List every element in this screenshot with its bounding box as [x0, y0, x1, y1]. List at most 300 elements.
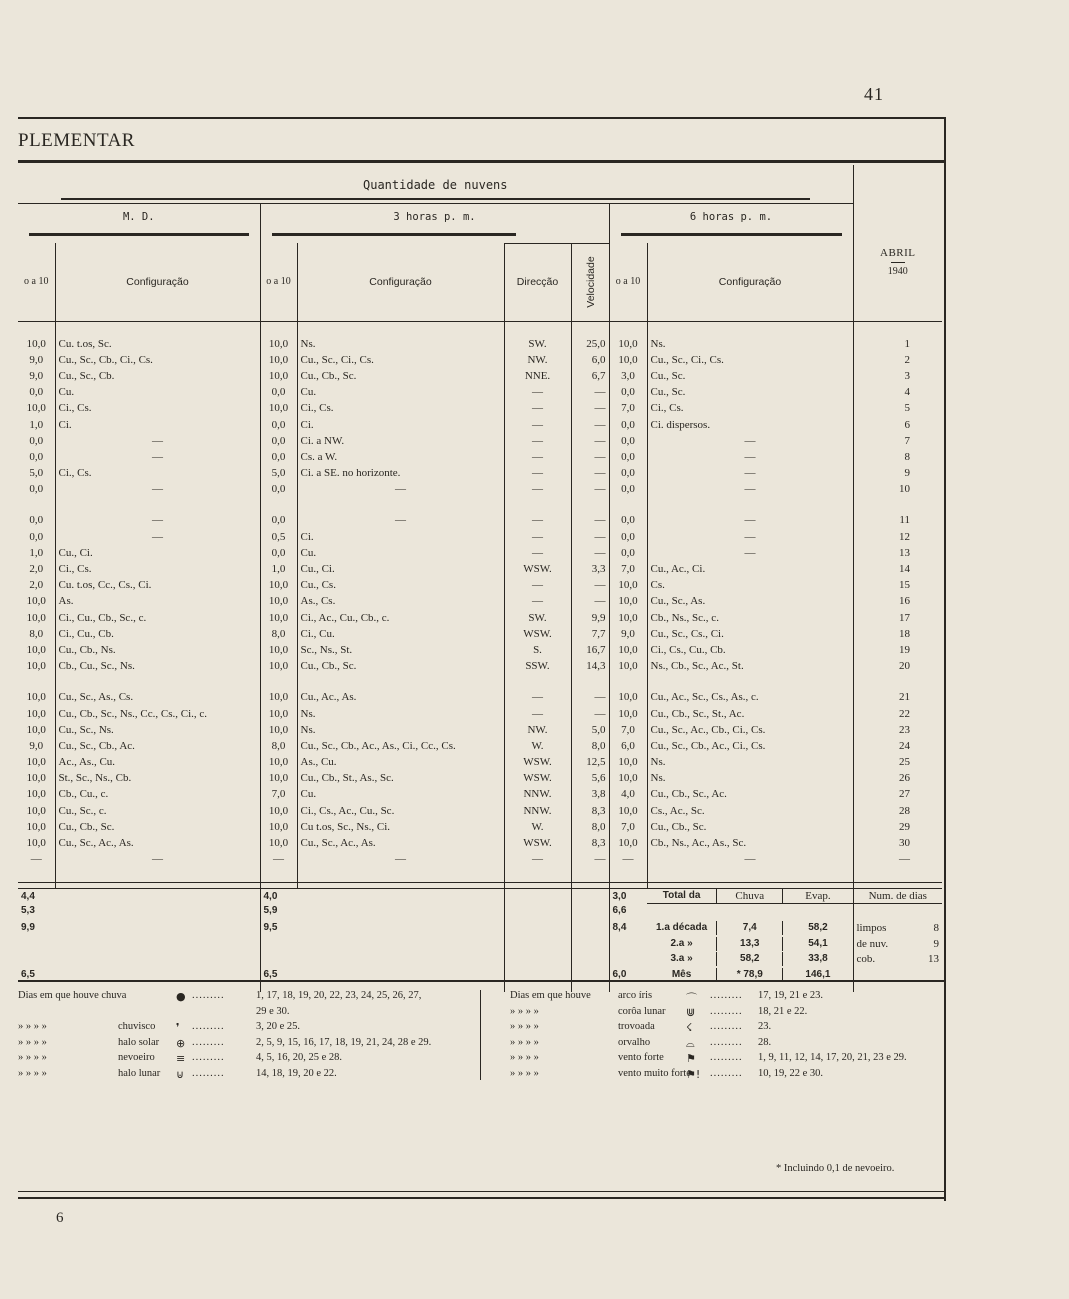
note-values: 2, 5, 9, 15, 16, 17, 18, 19, 21, 24, 28 e 29.: [256, 1036, 432, 1048]
md-config: Cu.: [55, 385, 260, 401]
h6-value: 0,0: [609, 433, 647, 449]
h3-config: —: [297, 482, 504, 498]
note-values: 17, 19, 21 e 23.: [758, 990, 824, 1001]
h3-config: Cu., Ac., As.: [297, 690, 504, 706]
md-value: 10,0: [18, 690, 55, 706]
note-prefix: » » » »: [510, 1005, 539, 1017]
leader-dots: .........: [192, 1036, 225, 1048]
direction: NW.: [504, 352, 571, 368]
decada-chuva: 7,4: [716, 921, 782, 935]
table-body: [18, 321, 942, 883]
h3-value: 8,0: [260, 738, 297, 754]
direction: W.: [504, 819, 571, 835]
h3-value: 10,0: [260, 819, 297, 835]
frame-heading-rule: [18, 160, 944, 163]
note-values: 28.: [758, 1036, 772, 1048]
h3-value: 10,0: [260, 690, 297, 706]
h3-config: Ns.: [297, 336, 504, 352]
h3-value: 10,0: [260, 755, 297, 771]
day: 13: [899, 546, 910, 559]
h6-value: 10,0: [609, 755, 647, 771]
table-row: [18, 787, 942, 803]
day: 12: [899, 530, 910, 543]
note-label: nevoeiro: [118, 1052, 155, 1063]
note-label: vento muito forte: [618, 1067, 691, 1079]
h3-value: 10,0: [260, 642, 297, 658]
speed: —: [571, 594, 609, 610]
h6-value: 0,0: [609, 513, 647, 529]
chuva-label: Chuva: [716, 889, 782, 903]
note-row: [18, 1021, 468, 1037]
md-config: Cu. t.os, Sc.: [55, 336, 260, 352]
h6-config: Cu., Sc., Ci., Cs.: [647, 352, 853, 368]
h3-brace: [272, 223, 516, 236]
note-values: 29 e 30.: [256, 1005, 290, 1017]
page-number: 41: [864, 84, 884, 104]
direction: —: [504, 449, 571, 465]
direction: WSW.: [504, 626, 571, 642]
h6-value: 9,0: [609, 626, 647, 642]
day: 24: [899, 739, 910, 752]
h3-config: Cu., Cb., Sc.: [297, 659, 504, 675]
leader-dots: .........: [710, 1052, 743, 1063]
dias-value: 8: [933, 921, 939, 934]
md-config: Ci., Cu., Cb.: [55, 626, 260, 642]
h6-config: Ns.: [647, 755, 853, 771]
evap-label: Evap.: [782, 889, 852, 903]
md-config: Ci., Cu., Cb., Sc., c.: [55, 610, 260, 626]
speed: 8,0: [571, 819, 609, 835]
h3-value: 0,0: [260, 482, 297, 498]
speed: —: [571, 466, 609, 482]
table-row: [18, 449, 942, 465]
md-config: —: [55, 513, 260, 529]
speed: 8,3: [571, 803, 609, 819]
day: 23: [899, 723, 910, 736]
speed: 3,8: [571, 787, 609, 803]
direction: —: [504, 482, 571, 498]
day: 5: [904, 402, 910, 415]
h6-value: 0,0: [609, 466, 647, 482]
day: 29: [899, 820, 910, 833]
h6-value: 10,0: [609, 771, 647, 787]
table-row: [18, 852, 942, 868]
sum-md: 6,5: [21, 969, 35, 981]
h6-value: 10,0: [609, 610, 647, 626]
quantidade-header: [18, 165, 853, 203]
h3-scale-header: o a 10: [260, 243, 297, 321]
row-gap: [18, 498, 942, 513]
h3-config: Cu.: [297, 385, 504, 401]
h6-value: 0,0: [609, 529, 647, 545]
direction: —: [504, 706, 571, 722]
h3-value: 0,0: [260, 449, 297, 465]
total-label: Total da: [662, 890, 701, 902]
table-row: [18, 417, 942, 433]
md-value: 0,0: [18, 482, 55, 498]
h3-value: 10,0: [260, 835, 297, 851]
direction: —: [504, 594, 571, 610]
table-row: [18, 706, 942, 722]
note-prefix: » » » »: [510, 1067, 539, 1079]
direction: —: [504, 852, 571, 868]
speed: 9,9: [571, 610, 609, 626]
table-row: [18, 513, 942, 529]
md-value: 0,0: [18, 385, 55, 401]
direction: —: [504, 578, 571, 594]
h6-config: Cu., Ac., Ci.: [647, 561, 853, 577]
h6-config: Ns., Cb., Sc., Ac., St.: [647, 659, 853, 675]
direction: —: [504, 690, 571, 706]
note-values: 1, 17, 18, 19, 20, 22, 23, 24, 25, 26, 27,: [256, 990, 422, 1001]
sum-h6: 6,0: [612, 969, 627, 981]
day: 1: [904, 337, 910, 350]
md-value: 0,0: [18, 433, 55, 449]
speed: —: [571, 385, 609, 401]
table-row: [18, 385, 942, 401]
h6-config: Cu., Sc., Cs., Ci.: [647, 626, 853, 642]
table-row: [18, 401, 942, 417]
h3-config: Ci., Ac., Cu., Cb., c.: [297, 610, 504, 626]
day: 2: [904, 353, 910, 366]
h3-config: Cu., Sc., Ac., As.: [297, 835, 504, 851]
note-row: [510, 990, 940, 1006]
h6-config: Ci., Cs.: [647, 401, 853, 417]
footer-page-number: 6: [56, 1210, 64, 1226]
h3-config: —: [297, 513, 504, 529]
speed: —: [571, 417, 609, 433]
num-dias-label: Num. de dias: [868, 890, 927, 903]
sum-h6: 6,6: [612, 905, 627, 917]
frame-bottom-line: [18, 1191, 944, 1192]
h6-value: 10,0: [609, 594, 647, 610]
day: 16: [899, 595, 910, 608]
h3-config: Sc., Ns., St.: [297, 642, 504, 658]
h3-value: 0,0: [260, 385, 297, 401]
table-row: [18, 545, 942, 561]
decada-evap: 146,1: [782, 968, 852, 982]
speed: —: [571, 513, 609, 529]
h3-value: 10,0: [260, 368, 297, 384]
md-value: 2,0: [18, 578, 55, 594]
h3-config: Ns.: [297, 722, 504, 738]
h3-value: 10,0: [260, 771, 297, 787]
direction: —: [504, 513, 571, 529]
h3-value: 7,0: [260, 787, 297, 803]
h3-config: Cu., Ci.: [297, 561, 504, 577]
direction: WSW.: [504, 835, 571, 851]
note-values: 18, 21 e 22.: [758, 1005, 808, 1017]
direction: —: [504, 417, 571, 433]
cloud-table: [18, 165, 942, 992]
sum-md: 9,9: [21, 921, 35, 933]
quantidade-label: Quantidade de nuvens: [363, 177, 508, 192]
h3-value: 10,0: [260, 610, 297, 626]
h6-config: —: [647, 449, 853, 465]
day: 26: [899, 772, 910, 785]
row-gap: [18, 868, 942, 883]
summary-row: [18, 937, 942, 952]
h6-config: —: [647, 513, 853, 529]
md-config: St., Sc., Ns., Cb.: [55, 771, 260, 787]
day: 27: [899, 788, 910, 801]
md-value: 10,0: [18, 835, 55, 851]
h6-config: Cu., Sc., Cb., Ac., Ci., Cs.: [647, 738, 853, 754]
note-prefix: » » » »: [18, 1052, 47, 1063]
row-gap: [18, 675, 942, 690]
note-row: [18, 1006, 468, 1022]
direction: —: [504, 385, 571, 401]
note-label: orvalho: [618, 1036, 651, 1048]
h3-config: As., Cs.: [297, 594, 504, 610]
h3-config: Cu., Sc., Ci., Cs.: [297, 352, 504, 368]
decada-chuva: 58,2: [716, 952, 782, 966]
h3-value: 0,5: [260, 529, 297, 545]
direction: —: [504, 545, 571, 561]
sum-h3: 6,5: [263, 969, 278, 981]
speed: —: [571, 401, 609, 417]
velocidade-label: Velocidade: [584, 256, 597, 308]
md-config-header: Configuração: [55, 243, 260, 321]
note-values: 1, 9, 11, 12, 14, 17, 20, 21, 23 e 29.: [758, 1052, 907, 1063]
speed: 6,7: [571, 368, 609, 384]
h3-config: Cu., Cb., Sc.: [297, 368, 504, 384]
day: 19: [899, 643, 910, 656]
md-config: Cu., Sc., c.: [55, 803, 260, 819]
h3-value: 0,0: [260, 513, 297, 529]
decada-chuva: 13,3: [716, 937, 782, 951]
note-row: [18, 1037, 468, 1053]
h3-config: Ci., Cu.: [297, 626, 504, 642]
h6-config: Ci. dispersos.: [647, 417, 853, 433]
h3-config: Ci., Cs.: [297, 401, 504, 417]
day: 21: [899, 691, 910, 704]
h6-value: 10,0: [609, 835, 647, 851]
direction: —: [504, 466, 571, 482]
note-row: [510, 1021, 940, 1037]
note-row: [510, 1037, 940, 1053]
table-row: [18, 642, 942, 658]
direction: WSW.: [504, 755, 571, 771]
direccao-header: Direcção: [504, 243, 571, 321]
h6-value: 10,0: [609, 659, 647, 675]
md-config: Cu., Cb., Sc.: [55, 819, 260, 835]
md-value: 9,0: [18, 738, 55, 754]
note-label: corôa lunar: [618, 1005, 666, 1017]
note-row: [18, 990, 468, 1006]
h6-config: —: [647, 545, 853, 561]
direction: NNE.: [504, 368, 571, 384]
h6-config: Cs., Ac., Sc.: [647, 803, 853, 819]
md-value: 10,0: [18, 771, 55, 787]
dias-cell: [853, 919, 942, 937]
h6-value: 0,0: [609, 417, 647, 433]
summary-row: [18, 889, 942, 904]
md-value: 10,0: [18, 803, 55, 819]
h3-config: Ci. a SE. no horizonte.: [297, 466, 504, 482]
h3-config: Cu.: [297, 787, 504, 803]
md-config: Ci., Cs.: [55, 466, 260, 482]
speed: 16,7: [571, 642, 609, 658]
table-row: [18, 738, 942, 754]
h6-config: —: [647, 466, 853, 482]
leader-dots: .........: [192, 1052, 225, 1063]
day: 14: [899, 563, 910, 576]
h3-value: 1,0: [260, 561, 297, 577]
h6-value: 7,0: [609, 722, 647, 738]
quantidade-brace: [61, 192, 810, 200]
h6-value: 7,0: [609, 561, 647, 577]
h6-value: —: [609, 852, 647, 868]
table-row: [18, 433, 942, 449]
note-prefix: Dias em que houve: [510, 990, 591, 1001]
sum-md: 5,3: [21, 905, 35, 917]
md-value: 10,0: [18, 706, 55, 722]
md-config: Cu., Sc., Cb., Ci., Cs.: [55, 352, 260, 368]
md-value: 10,0: [18, 594, 55, 610]
h3-value: 0,0: [260, 545, 297, 561]
table-row: [18, 659, 942, 675]
h6-config: Cu., Sc., As.: [647, 594, 853, 610]
decada-cell: [647, 937, 853, 952]
decada-evap: 33,8: [782, 952, 852, 966]
note-label: chuvisco: [118, 1021, 156, 1032]
h6-config: —: [647, 433, 853, 449]
h6-config: Cu., Sc.: [647, 368, 853, 384]
h3-value: 10,0: [260, 803, 297, 819]
weather-symbol-icon: ⋓: [686, 1005, 696, 1019]
decada-cell: [647, 919, 853, 937]
md-config: Ci.: [55, 417, 260, 433]
month-header: [853, 165, 942, 321]
year-label: 1940: [887, 265, 908, 277]
direction: S.: [504, 642, 571, 658]
h3-config: Ci., Cs., Ac., Cu., Sc.: [297, 803, 504, 819]
h6-value: 0,0: [609, 482, 647, 498]
day: 11: [899, 514, 910, 527]
note-prefix: » » » »: [18, 1021, 47, 1032]
md-config: Cb., Cu., Sc., Ns.: [55, 659, 260, 675]
md-config: Cu., Ci.: [55, 545, 260, 561]
note-label: trovoada: [618, 1021, 655, 1032]
speed: 7,7: [571, 626, 609, 642]
table-header: [18, 165, 942, 321]
h3-config: Ci. a NW.: [297, 433, 504, 449]
direction: SW.: [504, 610, 571, 626]
sum-md: 4,4: [21, 890, 35, 902]
dias-label: cob.: [856, 953, 876, 966]
day: 6: [904, 418, 910, 431]
decada-chuva: * 78,9: [716, 968, 782, 982]
dias-value: 9: [933, 938, 939, 951]
h6-config: Cu., Cb., Sc., St., Ac.: [647, 706, 853, 722]
notes-left: [18, 990, 468, 1083]
decada-evap: 54,1: [782, 937, 852, 951]
decada-label: 3.a »: [670, 953, 693, 965]
h6-config: Cu., Cb., Sc., Ac.: [647, 787, 853, 803]
day: 7: [904, 434, 910, 447]
leader-dots: .........: [710, 1021, 743, 1032]
notes-divider: [480, 990, 481, 1080]
cloud-table-wrap: [18, 165, 942, 992]
h3-value: 10,0: [260, 659, 297, 675]
decada-label: Mês: [671, 969, 692, 981]
h6-value: 3,0: [609, 368, 647, 384]
speed: 14,3: [571, 659, 609, 675]
frame-bottom-line-2: [18, 1197, 946, 1199]
note-values: 4, 5, 16, 20, 25 e 28.: [256, 1052, 343, 1063]
weather-symbol-icon: ⚑: [686, 1052, 696, 1065]
direction: NW.: [504, 722, 571, 738]
day: 8: [904, 450, 910, 463]
md-config: Cu., Sc., Cb.: [55, 368, 260, 384]
direction: WSW.: [504, 561, 571, 577]
table-row: [18, 466, 942, 482]
md-label: M. D.: [122, 210, 155, 223]
md-brace: [29, 223, 249, 236]
note-label: arco íris: [618, 990, 653, 1001]
weather-symbol-icon: ⊕: [176, 1036, 186, 1050]
day: 10: [899, 483, 910, 496]
table-row: [18, 819, 942, 835]
md-value: 10,0: [18, 401, 55, 417]
note-prefix: » » » »: [510, 1052, 539, 1063]
leader-dots: .........: [710, 1067, 743, 1079]
h3-value: 10,0: [260, 722, 297, 738]
note-values: 23.: [758, 1021, 772, 1032]
frame-top-line: [18, 117, 946, 119]
h6-config: —: [647, 482, 853, 498]
frame-right-line: [944, 117, 946, 1201]
md-config: Ac., As., Cu.: [55, 755, 260, 771]
speed: —: [571, 433, 609, 449]
decada-label: 2.a »: [670, 938, 693, 950]
md-value: 2,0: [18, 561, 55, 577]
h3-value: 0,0: [260, 417, 297, 433]
md-value: 10,0: [18, 787, 55, 803]
speed: 8,0: [571, 738, 609, 754]
md-config: —: [55, 449, 260, 465]
note-prefix: Dias em que houve chuva: [18, 990, 127, 1001]
md-value: 0,0: [18, 449, 55, 465]
note-values: 3, 20 e 25.: [256, 1021, 301, 1032]
h3-label: 3 horas p. m.: [393, 210, 476, 223]
speed: 6,0: [571, 352, 609, 368]
md-config: Cu., Cb., Ns.: [55, 642, 260, 658]
h6-value: 0,0: [609, 385, 647, 401]
h3-value: 10,0: [260, 401, 297, 417]
table-row: [18, 755, 942, 771]
md-value: —: [18, 852, 55, 868]
leader-dots: .........: [192, 1067, 225, 1079]
table-row: [18, 722, 942, 738]
note-prefix: » » » »: [18, 1036, 47, 1048]
speed: —: [571, 690, 609, 706]
note-values: 14, 18, 19, 20 e 22.: [256, 1067, 337, 1079]
h6-brace: [621, 223, 842, 236]
direction: —: [504, 433, 571, 449]
h3-value: 10,0: [260, 594, 297, 610]
h3-value: —: [260, 852, 297, 868]
direction: NNW.: [504, 787, 571, 803]
h6-value: 10,0: [609, 336, 647, 352]
md-config: Cb., Cu., c.: [55, 787, 260, 803]
md-value: 0,0: [18, 529, 55, 545]
weather-symbol-icon: ⚑!: [686, 1067, 701, 1081]
md-config: Cu., Sc., Ac., As.: [55, 835, 260, 851]
leader-dots: .........: [710, 990, 743, 1001]
md-value: 1,0: [18, 417, 55, 433]
